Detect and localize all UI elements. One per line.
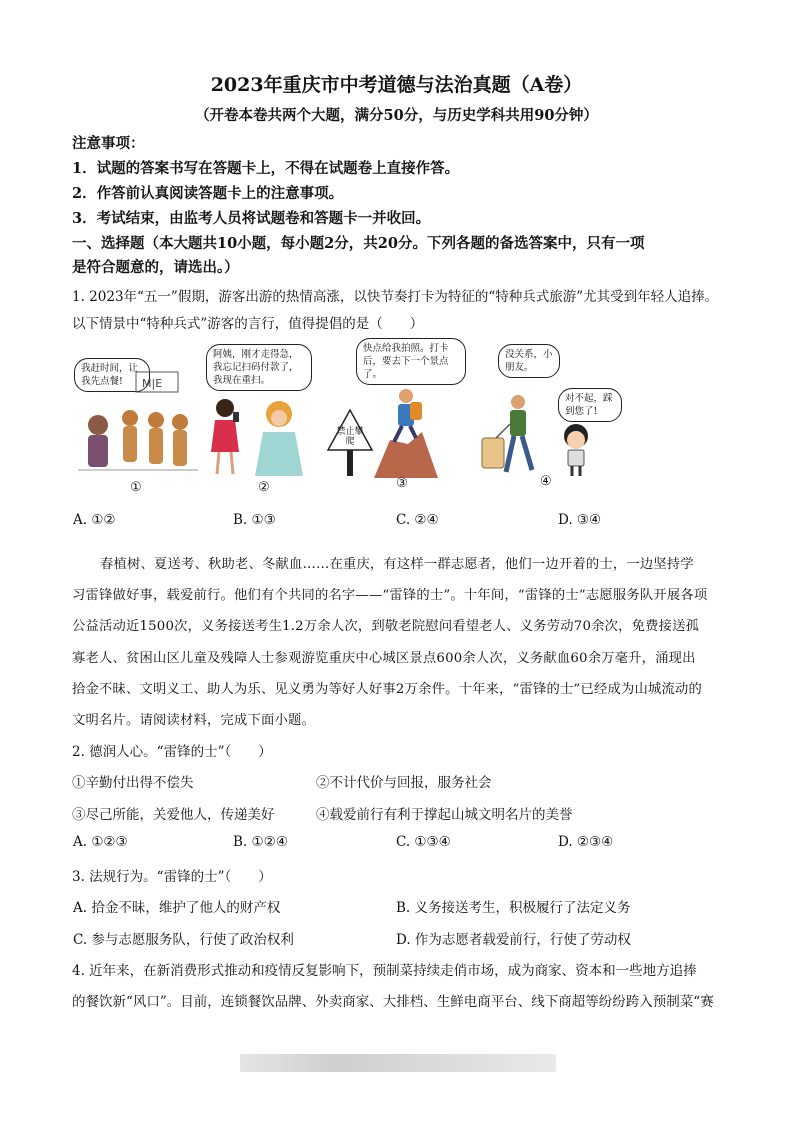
q1-stem-line-1: 1. 2023年“五一”假期，游客出游的热情高涨，以快节奏打卡为特征的“特种兵式旅游”尤其受到年轻人追捧。 xyxy=(72,289,719,305)
scene-label-2: ② xyxy=(258,480,270,495)
q1-option-a: A. ①② xyxy=(73,512,116,528)
speech-bubble-3: 快点给我拍照。打卡后，要去下一个景点了。 xyxy=(356,338,466,385)
q2-option-d: D. ②③④ xyxy=(558,834,614,850)
q2-option-a: A. ①②③ xyxy=(73,834,128,850)
q4-stem-line-1: 4. 近年来，在新消费形式推动和疫情反复影响下，预制菜持续走俏市场，成为商家、资本和一些地方追捧 xyxy=(72,963,697,979)
speech-bubble-5: 对不起，踩到您了! xyxy=(558,388,622,422)
q1-stem-line-2: 以下情景中“特种兵式”游客的言行，值得提倡的是（ ） xyxy=(72,316,424,332)
section-heading-line-1: 一、选择题（本大题共10小题，每小题2分，共20分。下列各题的备选答案中，只有一项 xyxy=(72,235,645,252)
q2-stem: 2. 德润人心。“雷锋的士”（ ） xyxy=(72,744,272,760)
material-line-2: 习雷锋做好事，载爱前行。他们有个共同的名字——“雷锋的士”。十年间，“雷锋的士”志愿服务队开展各项 xyxy=(72,588,708,603)
material-line-5: 拾金不昧、文明义工、助人为乐、见义勇为等好人好事2万余件。十年来，“雷锋的士”已经成为山城流动的 xyxy=(72,682,703,697)
q3-option-a: A. 拾金不昧，维护了他人的财产权 xyxy=(73,900,281,916)
blurred-footer-watermark xyxy=(240,1054,556,1072)
q2-statement-2: ②不计代价与回报，服务社会 xyxy=(316,775,492,791)
climber-on-rock-icon xyxy=(370,382,440,480)
warning-sign-text: 禁止攀爬 xyxy=(336,427,364,447)
q1-option-c: C. ②④ xyxy=(396,512,439,528)
scene-label-4: ④ xyxy=(540,474,552,489)
q2-statement-1: ①辛勤付出得不偿失 xyxy=(72,775,194,791)
svg-text:M|E: M|E xyxy=(142,377,163,390)
material-line-3: 公益活动近1500次，义务接送考生1.2万余人次，到敬老院慰问看望老人、义务劳动70余次，免费接送孤 xyxy=(72,619,700,634)
q3-stem: 3. 法规行为。“雷锋的士”（ ） xyxy=(72,869,272,885)
q1-option-d: D. ③④ xyxy=(558,512,602,528)
q1-cartoon-illustration xyxy=(68,330,628,502)
speech-bubble-4: 没关系，小朋友。 xyxy=(498,344,560,378)
speech-bubble-1: 我赶时间，让我先点餐! xyxy=(74,358,150,392)
queue-people-icon xyxy=(68,360,203,480)
notice-item-3: 3．考试结束，由监考人员将试题卷和答题卡一并收回。 xyxy=(72,210,431,227)
section-heading-line-2: 是符合题意的，请选出。） xyxy=(72,259,239,276)
page-title: 2023年重庆市中考道德与法治真题（A卷） xyxy=(210,74,583,96)
q2-statement-4: ④载爱前行有利于撑起山城文明名片的美誉 xyxy=(316,807,573,823)
q1-option-b: B. ①③ xyxy=(233,512,276,528)
notice-heading: 注意事项： xyxy=(72,135,145,152)
q2-option-c: C. ①③④ xyxy=(396,834,451,850)
q3-option-b: B. 义务接送考生，积极履行了法定义务 xyxy=(396,900,631,916)
q3-option-d: D. 作为志愿者载爱前行，行使了劳动权 xyxy=(396,932,631,948)
material-line-1: 春植树、夏送考、秋助老、冬献血……在重庆，有这样一群志愿者，他们一边开着的士，一边坚持学 xyxy=(100,557,694,572)
traveler-with-suitcase-icon xyxy=(476,392,616,482)
notice-item-2: 2．作答前认真阅读答题卡上的注意事项。 xyxy=(72,185,344,202)
speech-bubble-2: 阿姨，刚才走得急，我忘记扫码付款了，我现在重扫。 xyxy=(206,344,312,391)
material-line-4: 寡老人、贫困山区儿童及残障人士参观游览重庆中心城区景点600余人次，义务献血60余万毫升，涌现出 xyxy=(72,651,696,666)
q2-statement-3: ③尽己所能，关爱他人，传递美好 xyxy=(72,807,275,823)
phone-payment-icon xyxy=(203,390,313,480)
notice-item-1: 1．试题的答案书写在答题卡上，不得在试题卷上直接作答。 xyxy=(72,160,460,177)
material-line-6: 文明名片。请阅读材料，完成下面小题。 xyxy=(72,713,315,728)
page-subtitle: （开卷本卷共两个大题，满分50分，与历史学科共用90分钟） xyxy=(195,107,598,124)
scene-label-3: ③ xyxy=(396,476,408,491)
scene-label-1: ① xyxy=(130,480,142,495)
q4-stem-line-2: 的餐饮新“风口”。目前，连锁餐饮品牌、外卖商家、大排档、生鲜电商平台、线下商超等纷纷跨入预制菜“赛 xyxy=(72,994,714,1010)
q2-option-b: B. ①②④ xyxy=(233,834,288,850)
q3-option-c: C. 参与志愿服务队，行使了政治权利 xyxy=(73,932,294,948)
